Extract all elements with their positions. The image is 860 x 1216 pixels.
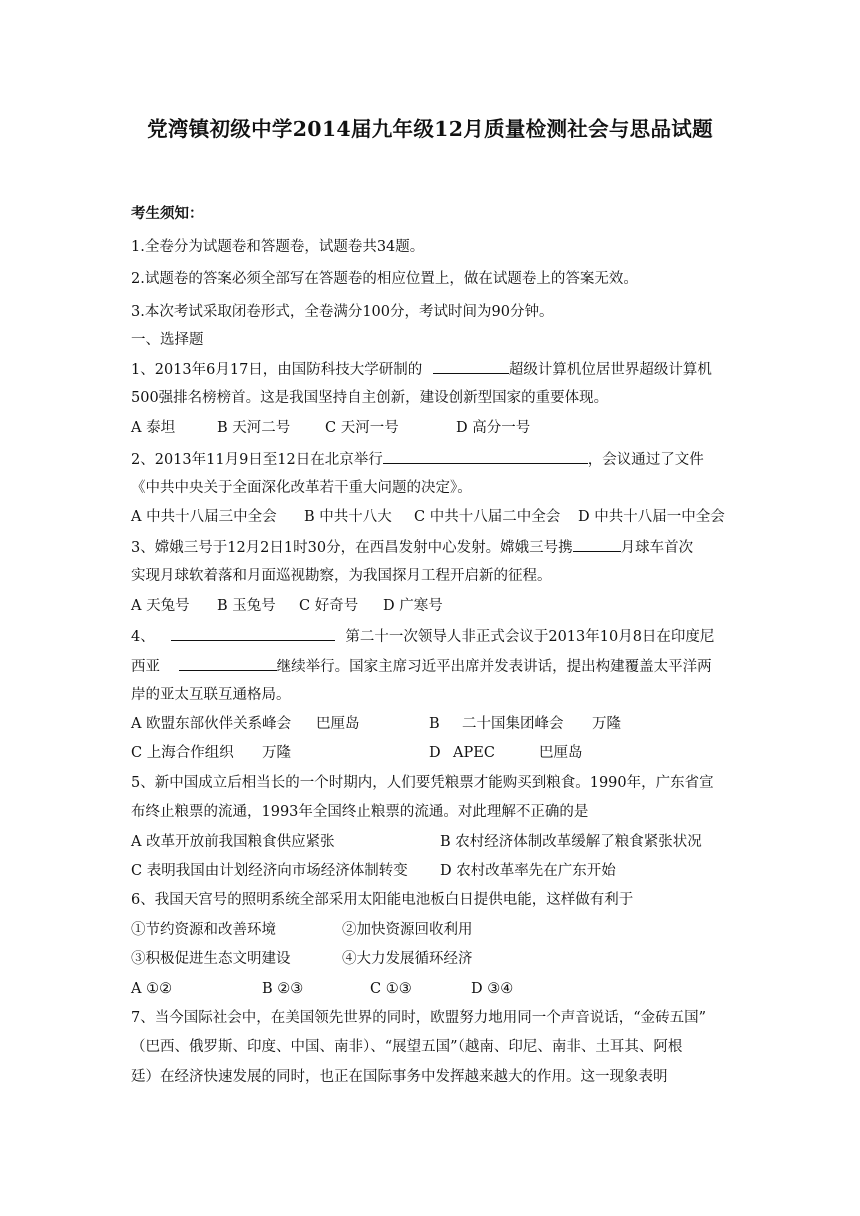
- option-b: B 中共十八大: [304, 509, 392, 525]
- question-text: 超级计算机位居世界超级计算机: [508, 362, 712, 378]
- notice-item: 2.试题卷的答案必须全部写在答题卷的相应位置上，做在试题卷上的答案无效。: [131, 271, 638, 287]
- notice-item: 1.全卷分为试题卷和答题卷，试题卷共34题。: [131, 239, 425, 255]
- answer-blank: [383, 449, 588, 464]
- option-a: A ①②: [131, 981, 173, 997]
- choice-3: ③积极促进生态文明建设: [131, 951, 291, 967]
- option-d: D: [429, 745, 441, 761]
- answer-blank: [433, 359, 509, 374]
- question-6-choices: [131, 920, 731, 940]
- question-text: 第二十一次领导人非正式会议于2013年10月8日在印度尼: [345, 629, 715, 645]
- answer-blank: [573, 537, 621, 552]
- question-4-line: [131, 626, 714, 647]
- question-4-line: [131, 656, 712, 677]
- option-b: B 农村经济体制改革缓解了粮食紧张状况: [440, 834, 702, 850]
- question-3-line: [131, 537, 693, 558]
- option-d: D 高分一号: [456, 420, 531, 436]
- option-d: D 中共十八届一中全会: [578, 509, 725, 525]
- choice-1: ①节约资源和改善环境: [131, 922, 276, 938]
- question-6-line: 6、我国天宫号的照明系统全部采用太阳能电池板白日提供电能，这样做有利于: [131, 892, 634, 908]
- question-7-line: 7、当今国际社会中，在美国领先世界的同时，欧盟努力地用同一个声音说话，“金砖五国”: [131, 1010, 707, 1026]
- option-d: D ③④: [471, 981, 514, 997]
- option-b: B 天河二号: [217, 420, 291, 436]
- option-c: C 天河一号: [325, 420, 399, 436]
- question-5-options: [131, 861, 731, 881]
- notice-heading: 考生须知：: [131, 205, 204, 222]
- option-c: C 中共十八届二中全会: [414, 509, 561, 525]
- question-1-options: [131, 418, 731, 438]
- choice-4: ④大力发展循环经济: [342, 951, 473, 967]
- choice-2: ②加快资源回收利用: [342, 922, 473, 938]
- option-a: A 中共十八届三中全会: [131, 509, 277, 525]
- option-a-place: 巴厘岛: [316, 716, 360, 732]
- question-2-line: 《中共中央关于全面深化改革若干重大问题的决定》。: [131, 480, 472, 496]
- option-b: B ②③: [262, 981, 304, 997]
- page-title: 党湾镇初级中学2014届九年级12月质量检测社会与思品试题: [147, 117, 713, 141]
- question-text: 月球车首次: [620, 540, 694, 556]
- option-d-place: 巴厘岛: [539, 745, 583, 761]
- option-c: C 表明我国由计划经济向市场经济体制转变: [131, 863, 408, 879]
- option-b: B: [429, 716, 440, 732]
- option-c-place: 万隆: [262, 745, 291, 761]
- option-b-place: 万隆: [592, 716, 621, 732]
- section-heading: 一、选择题: [131, 332, 204, 348]
- question-text: 2、2013年11月9日至12日在北京举行: [131, 452, 383, 468]
- option-a: A 天兔号: [131, 598, 190, 614]
- option-a: A 改革开放前我国粮食供应紧张: [131, 834, 335, 850]
- answer-blank: [171, 626, 335, 641]
- question-5-options: [131, 832, 731, 852]
- question-text: 3、嫦娥三号于12月2日1时30分，在西昌发射中心发射。嫦娥三号携: [131, 540, 573, 556]
- notice-item: 3.本次考试采取闭卷形式，全卷满分100分，考试时间为90分钟。: [131, 304, 554, 320]
- question-text: 西亚: [131, 659, 160, 675]
- question-text: 4、: [131, 629, 155, 645]
- question-3-line: 实现月球软着落和月面巡视勘察，为我国探月工程开启新的征程。: [131, 568, 552, 584]
- question-3-options: [131, 596, 731, 616]
- option-d: D 农村改革率先在广东开始: [440, 863, 616, 879]
- question-2-options: [131, 507, 731, 527]
- option-d: D 广寒号: [383, 598, 443, 614]
- question-5-line: 布终止粮票的流通，1993年全国终止粮票的流通。对此理解不正确的是: [131, 804, 589, 820]
- option-d-name: APEC: [453, 745, 495, 761]
- option-c: C 上海合作组织: [131, 745, 234, 761]
- question-text: 1、2013年6月17日，由国防科技大学研制的: [131, 362, 423, 378]
- question-text: 继续举行。国家主席习近平出席并发表讲话，提出构建覆盖太平洋两: [276, 659, 712, 675]
- option-b-name: 二十国集团峰会: [462, 716, 564, 732]
- question-text: ，会议通过了文件: [587, 452, 704, 468]
- question-1-line: 500强排名榜榜首。这是我国坚持自主创新，建设创新型国家的重要体现。: [131, 390, 609, 406]
- question-7-line: （巴西、俄罗斯、印度、中国、南非）、“展望五国”（越南、印尼、南非、土耳其、阿根: [131, 1039, 683, 1055]
- question-6-options: [131, 979, 731, 999]
- answer-blank: [179, 656, 277, 671]
- question-6-choices: [131, 949, 731, 969]
- question-7-line: 廷）在经济快速发展的同时，也正在国际事务中发挥越来越大的作用。这一现象表明: [131, 1069, 668, 1085]
- option-b: B 玉兔号: [217, 598, 276, 614]
- question-4-options: [131, 714, 731, 734]
- question-5-line: 5、新中国成立后相当长的一个时期内，人们要凭粮票才能购买到粮食。1990年，广东省宣: [131, 775, 714, 791]
- question-4-line: 岸的亚太互联互通格局。: [131, 687, 291, 703]
- question-4-options: [131, 743, 731, 763]
- option-c: C 好奇号: [299, 598, 359, 614]
- option-a: A 欧盟东部伙伴关系峰会: [131, 716, 292, 732]
- question-1-line: [131, 359, 712, 380]
- option-c: C ①③: [370, 981, 412, 997]
- option-a: A 泰坦: [131, 420, 176, 436]
- question-2-line: [131, 449, 704, 470]
